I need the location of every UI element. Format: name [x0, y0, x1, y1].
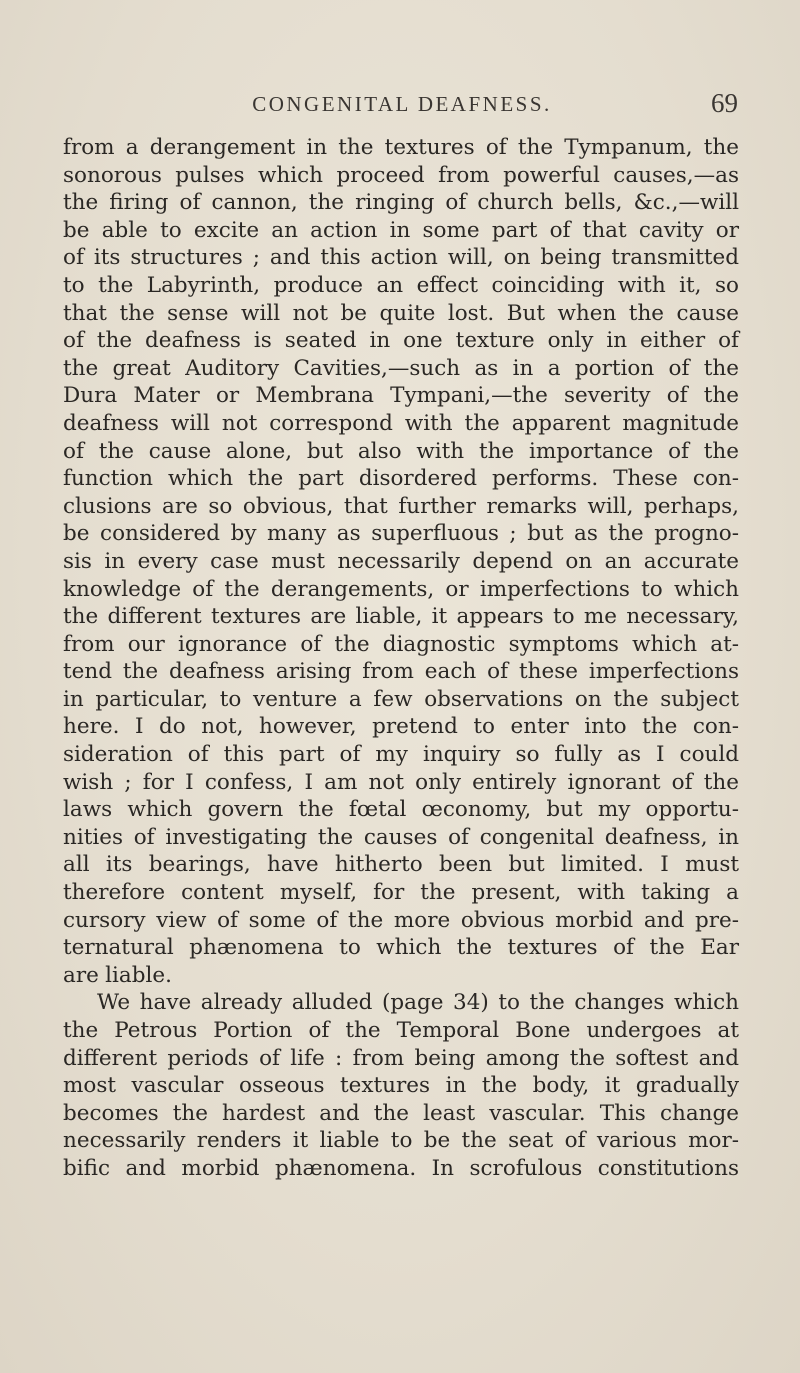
text-line: to the Labyrinth, produce an effect coinciding with it, so — [63, 272, 739, 298]
text-line: deafness will not correspond with the apparent magnitude — [63, 410, 739, 436]
text-line: the firing of cannon, the ringing of church bells, &c.,—will — [63, 190, 739, 216]
page-number: 69 — [711, 88, 738, 118]
text-line: sonorous pulses which proceed from powerful causes,—as — [63, 162, 739, 188]
text-line: in particular, to venture a few observations on the subject — [63, 686, 739, 712]
text-line: most vascular osseous textures in the body, it gradually — [63, 1073, 739, 1099]
text-line: be able to excite an action in some part of that cavity or — [63, 217, 739, 243]
text-line: the Petrous Portion of the Temporal Bone undergoes at — [63, 1018, 739, 1043]
text-line: are liable. — [63, 962, 172, 988]
text-line: from a derangement in the textures of the Tympanum, the — [63, 135, 739, 160]
text-line: sis in every case must necessarily depend on an accurate — [63, 548, 739, 574]
text-line: be considered by many as superfluous ; but as the progno- — [63, 521, 739, 547]
running-head — [64, 88, 740, 124]
text-line: We have already alluded (page 34) to the changes which — [97, 990, 739, 1016]
text-line: here. I do not, however, pretend to enter into the con- — [63, 714, 739, 740]
text-line: clusions are so obvious, that further remarks will, perhaps, — [63, 493, 739, 519]
text-line: necessarily renders it liable to be the seat of various mor- — [63, 1128, 739, 1154]
text-line: wish ; for I confess, I am not only entirely ignorant of the — [63, 769, 739, 795]
text-line: cursory view of some of the more obvious morbid and pre- — [63, 907, 739, 933]
text-line: ternatural phænomena to which the textures of the Ear — [63, 935, 739, 961]
running-title: CONGENITAL DEAFNESS. — [252, 92, 552, 116]
text-line: bific and morbid phænomena. In scrofulous constitutions — [63, 1155, 739, 1181]
text-line: knowledge of the derangements, or imperfections to which — [63, 576, 739, 602]
text-line: that the sense will not be quite lost. But when the cause — [63, 300, 739, 326]
text-line: of the cause alone, but also with the importance of the — [63, 438, 739, 464]
text-line: from our ignorance of the diagnostic symptoms which at- — [63, 631, 739, 657]
text-line: becomes the hardest and the least vascular. This change — [63, 1100, 739, 1126]
text-line: the great Auditory Cavities,—such as in a portion of the — [63, 355, 739, 381]
paragraph — [63, 134, 739, 989]
paragraph — [63, 989, 739, 1182]
body-text — [63, 134, 739, 1183]
text-line: therefore content myself, for the present, with taking a — [63, 880, 739, 906]
text-line: sideration of this part of my inquiry so fully as I could — [63, 742, 739, 768]
text-line: tend the deafness arising from each of these imperfections — [63, 659, 739, 685]
text-line: function which the part disordered performs. These con- — [63, 466, 739, 492]
text-line: nities of investigating the causes of congenital deafness, in — [63, 824, 739, 850]
text-line: of the deafness is seated in one texture only in either of — [63, 328, 739, 354]
text-line: the different textures are liable, it appears to me necessary, — [63, 604, 739, 630]
text-line: all its bearings, have hitherto been but limited. I must — [63, 852, 739, 878]
text-line: different periods of life : from being among the softest and — [63, 1045, 739, 1071]
text-line: of its structures ; and this action will, on being transmitted — [63, 245, 739, 271]
text-line: laws which govern the fœtal œconomy, but my opportu- — [63, 797, 739, 823]
text-line: Dura Mater or Membrana Tympani,—the severity of the — [63, 383, 739, 409]
